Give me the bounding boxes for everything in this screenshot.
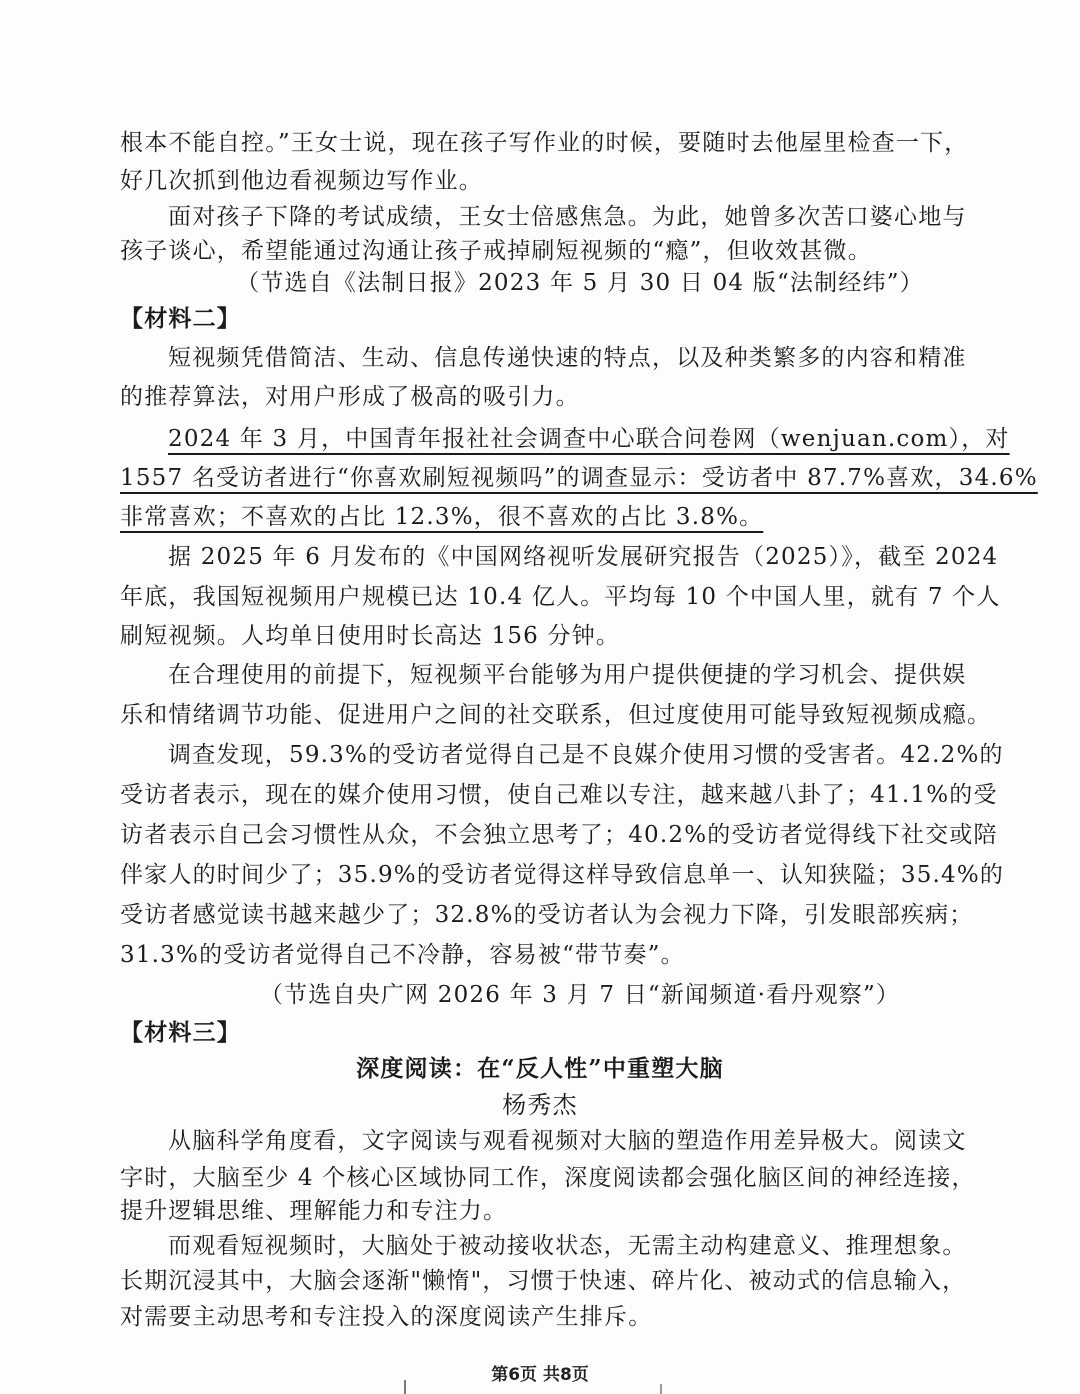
text-line: 的推荐算法，对用户形成了极高的吸引力。 bbox=[120, 384, 580, 410]
text-line: 年底，我国短视频用户规模已达 10.4 亿人。平均每 10 个中国人里，就有 7 个人 bbox=[120, 584, 1001, 610]
source-citation: （节选自央广网 2026 年 3 月 7 日“新闻频道·看丹观察”） bbox=[259, 982, 901, 1008]
text-line: 对需要主动思考和专注投入的深度阅读产生排斥。 bbox=[120, 1304, 653, 1330]
article-author: 杨秀杰 bbox=[502, 1091, 578, 1119]
text-line: 伴家人的时间少了；35.9%的受访者觉得这样导致信息单一、认知狭隘；35.4%的 bbox=[120, 862, 1005, 888]
section-heading-material-3: 【材料三】 bbox=[120, 1019, 241, 1046]
text-line: 孩子谈心，希望能通过沟通让孩子戒掉刷短视频的“瘾”，但收效甚微。 bbox=[120, 238, 872, 264]
text-line: 而观看短视频时，大脑处于被动接收状态，无需主动构建意义、推理想象。 bbox=[168, 1233, 967, 1259]
text-line: 根本不能自控。”王女士说，现在孩子写作业的时候，要随时去他屋里检查一下， bbox=[120, 130, 969, 156]
text-line: 提升逻辑思维、理解能力和专注力。 bbox=[120, 1198, 508, 1224]
scan-edge-mark bbox=[660, 1384, 662, 1394]
underlined-text-line: 1557 名受访者进行“你喜欢刷短视频吗”的调查显示：受访者中 87.7%喜欢，34.6% bbox=[120, 465, 1038, 491]
text-line: 访者表示自己会习惯性从众，不会独立思考了；40.2%的受访者觉得线下社交或陪 bbox=[120, 822, 998, 848]
text-line: 面对孩子下降的考试成绩，王女士倍感焦急。为此，她曾多次苦口婆心地与 bbox=[168, 204, 967, 230]
text-line: 长期沉浸其中，大脑会逐渐"懒惰"，习惯于快速、碎片化、被动式的信息输入， bbox=[120, 1268, 967, 1294]
text-line: 从脑科学角度看，文字阅读与观看视频对大脑的塑造作用差异极大。阅读文 bbox=[168, 1128, 967, 1154]
text-line: 受访者感觉读书越来越少了；32.8%的受访者认为会视力下降，引发眼部疾病； bbox=[120, 902, 974, 928]
text-line: 在合理使用的前提下，短视频平台能够为用户提供便捷的学习机会、提供娱 bbox=[168, 662, 967, 688]
scan-edge-mark bbox=[404, 1380, 406, 1394]
text-line: 31.3%的受访者觉得自己不冷静，容易被“带节奏”。 bbox=[120, 942, 685, 968]
text-line: 好几次抓到他边看视频边写作业。 bbox=[120, 168, 483, 194]
source-citation: （节选自《法制日报》2023 年 5 月 30 日 04 版“法制经纬”） bbox=[236, 270, 924, 296]
text-line: 受访者表示，现在的媒介使用习惯，使自己难以专注，越来越八卦了；41.1%的受 bbox=[120, 782, 998, 808]
text-line: 据 2025 年 6 月发布的《中国网络视听发展研究报告（2025）》，截至 2024 bbox=[168, 544, 999, 570]
text-line: 调查发现，59.3%的受访者觉得自己是不良媒介使用习惯的受害者。42.2%的 bbox=[168, 742, 1004, 768]
page-number-footer: 第6页 共8页 bbox=[491, 1365, 589, 1385]
underlined-text-line: 非常喜欢；不喜欢的占比 12.3%，很不喜欢的占比 3.8%。 bbox=[120, 504, 764, 530]
underlined-text-line: 2024 年 3 月，中国青年报社社会调查中心联合问卷网（wenjuan.com），对 bbox=[168, 426, 1010, 452]
section-heading-material-2: 【材料二】 bbox=[120, 305, 241, 332]
text-line: 字时，大脑至少 4 个核心区域协同工作，深度阅读都会强化脑区间的神经连接， bbox=[120, 1165, 976, 1191]
article-title: 深度阅读：在“反人性”中重塑大脑 bbox=[356, 1055, 724, 1082]
text-line: 乐和情绪调节功能、促进用户之间的社交联系，但过度使用可能导致短视频成瘾。 bbox=[120, 702, 992, 728]
text-line: 短视频凭借简洁、生动、信息传递快速的特点，以及种类繁多的内容和精准 bbox=[168, 345, 967, 371]
text-line: 刷短视频。人均单日使用时长高达 156 分钟。 bbox=[120, 623, 621, 649]
